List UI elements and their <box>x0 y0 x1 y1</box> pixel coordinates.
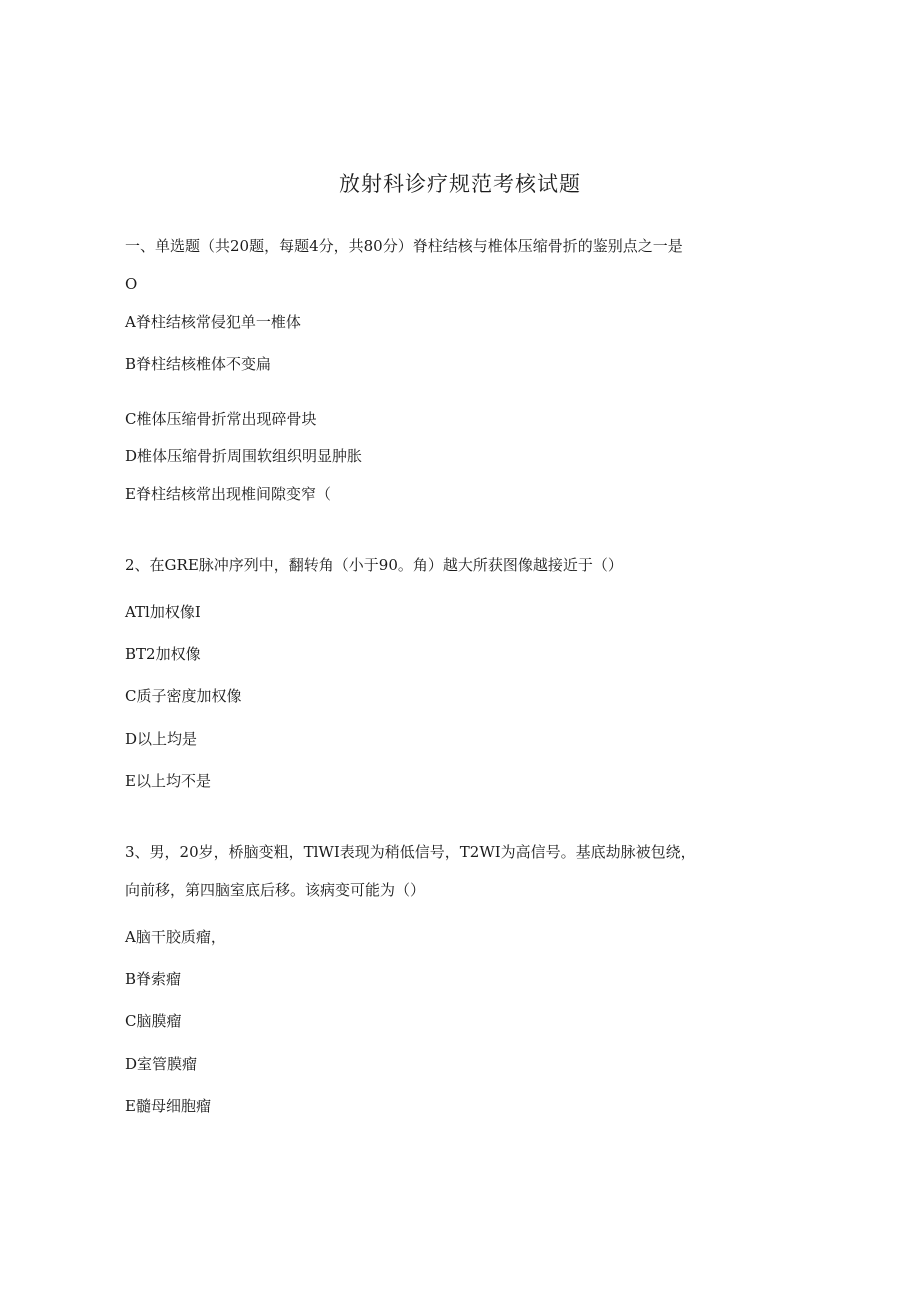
question-1-option-c: C椎体压缩骨折常出现碎骨块 <box>125 410 317 428</box>
question-1-option-b: B脊柱结核椎体不变扁 <box>125 355 272 373</box>
question-3-option-a: A脑干胶质瘤， <box>125 928 226 946</box>
question-2-option-e: E以上均不是 <box>125 772 211 790</box>
question-3-stem-line-2: 向前移，第四脑室底后移。该病变可能为（） <box>125 881 426 899</box>
question-3-option-e: E髓母细胞瘤 <box>125 1097 211 1115</box>
question-2-stem-line-1: 2、在GRE脉冲序列中，翻转角（小于90。角）越大所获图像越接近于（） <box>125 556 623 574</box>
question-2-option-b: BT2加权像 <box>125 645 201 663</box>
question-1-stem-line-1: 一、单选题（共20题，每题4分，共80分）脊柱结核与椎体压缩骨折的鉴别点之一是 <box>125 237 683 255</box>
question-1-stem-line-2: O <box>125 275 138 293</box>
question-3-option-d: D室管膜瘤 <box>125 1055 198 1073</box>
question-1-option-d: D椎体压缩骨折周围软组织明显肿胀 <box>125 447 363 465</box>
question-3-stem-line-1: 3、男，20岁，桥脑变粗，TlWI表现为稍低信号，T2WI为高信号。基底劫脉被包绕， <box>125 843 696 861</box>
question-1-option-e: E脊柱结核常出现椎间隙变窄（ <box>125 485 331 503</box>
question-2-option-a: ATl加权像I <box>125 603 201 621</box>
question-1-option-a: A脊柱结核常侵犯单一椎体 <box>125 313 301 331</box>
question-3-option-c: C脑膜瘤 <box>125 1012 182 1030</box>
question-2-option-c: C质子密度加权像 <box>125 687 242 705</box>
document-title: 放射科诊疗规范考核试题 <box>339 172 581 196</box>
question-3-option-b: B脊索瘤 <box>125 970 182 988</box>
question-2-option-d: D以上均是 <box>125 730 198 748</box>
